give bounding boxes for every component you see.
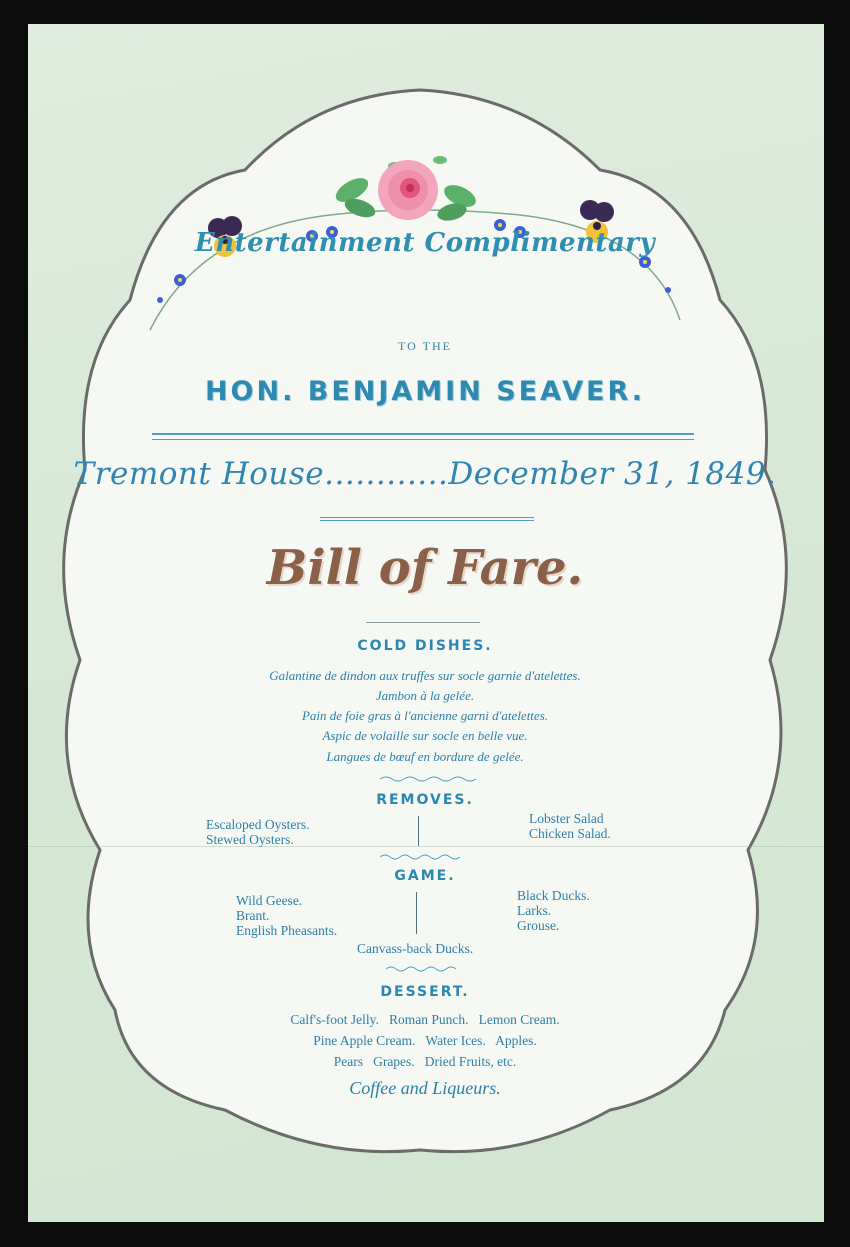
closing-line: Coffee and Liqueurs.: [349, 1078, 501, 1098]
wavy-divider: [386, 965, 456, 973]
removes-item: Stewed Oysters.: [206, 832, 294, 847]
dessert-line: Calf's-foot Jelly. Roman Punch. Lemon Cream.: [290, 1012, 560, 1027]
cold-dish-item: Aspic de volaille sur socle en belle vue.: [322, 728, 528, 743]
headline: Entertainment Complimentary: [194, 228, 656, 258]
divider-rule: [152, 439, 694, 440]
dessert-heading: DESSERT.: [380, 984, 470, 1000]
game-item: Canvass-back Ducks.: [357, 941, 474, 956]
dessert-line: Pears Grapes. Dried Fruits, etc.: [333, 1054, 517, 1069]
cold-dish-item: Jambon à la gelée.: [375, 688, 475, 703]
cold-dish-item: Langues de bœuf en bordure de gelée.: [326, 749, 524, 764]
game-item: Wild Geese.: [236, 893, 303, 908]
game-heading: GAME.: [394, 868, 456, 884]
column-divider: [418, 816, 419, 846]
cold-dishes-heading: COLD DISHES.: [357, 638, 493, 654]
game-item: Black Ducks.: [517, 888, 590, 903]
removes-item: Chicken Salad.: [529, 826, 611, 841]
divider-rule: [320, 517, 534, 518]
wavy-divider: [380, 853, 460, 861]
removes-item: Lobster Salad: [529, 811, 604, 826]
place-and-date: Tremont House............December 31, 1849.: [73, 456, 777, 492]
cold-dish-item: Galantine de dindon aux truffes sur socle garnie d'atelettes.: [269, 668, 581, 683]
divider-rule: [320, 520, 534, 521]
game-item: Grouse.: [517, 918, 560, 933]
to-the-label: TO THE: [398, 339, 452, 353]
divider-rule: [152, 433, 694, 435]
column-divider: [416, 892, 417, 934]
cold-dish-item: Pain de foie gras à l'ancienne garni d'atelettes.: [301, 708, 549, 723]
game-item: Larks.: [517, 903, 552, 918]
honoree-name: HON. BENJAMIN SEAVER.: [204, 376, 646, 407]
bill-of-fare-title: Bill of Fare.: [266, 540, 584, 596]
removes-item: Escaloped Oysters.: [206, 817, 310, 832]
wavy-divider: [380, 775, 476, 783]
game-item: Brant.: [236, 908, 270, 923]
game-item: English Pheasants.: [236, 923, 338, 938]
removes-heading: REMOVES.: [376, 792, 474, 808]
dessert-line: Pine Apple Cream. Water Ices. Apples.: [313, 1033, 537, 1048]
divider-rule: [366, 622, 480, 623]
